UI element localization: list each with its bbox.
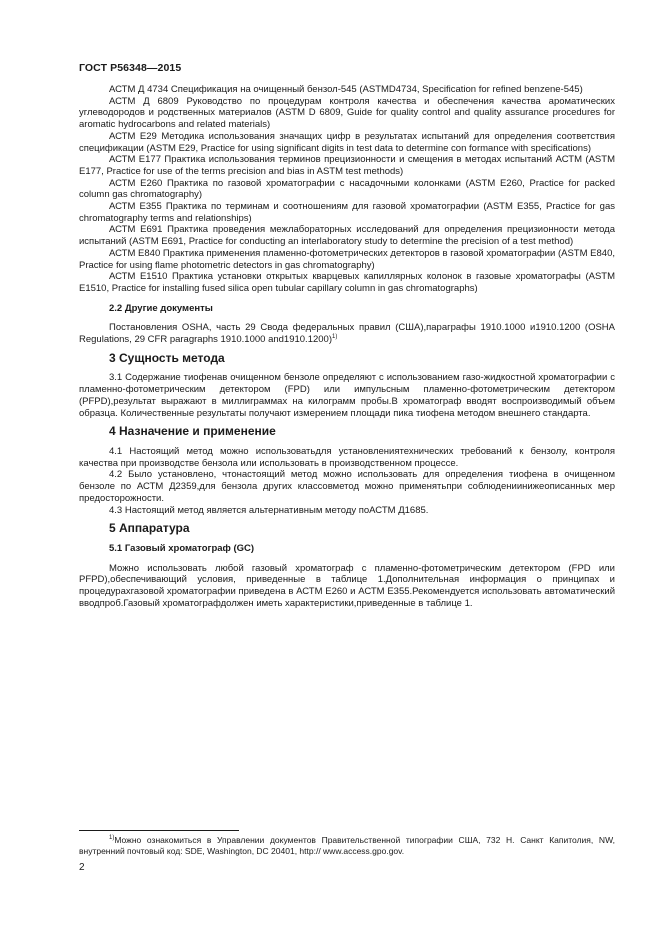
section-5-1-text: Можно использовать любой газовый хроматограф с пламенно-фотометрическим детектором (FPD или PFPD),обеспечивающий условия, приведенные в таблице 1.Дополнительная информация о принципах и процедурахгазовой хроматографии приведена в АСТМ Е260 и АСТМ Е355.Рекомендуется использовать автоматический вводпроб.Газовый хроматографдолжен иметь характеристики,приведенные в таблице 1. [79, 562, 615, 609]
section-2-2-heading: 2.2 Другие документы [109, 302, 213, 314]
reference-item: АСТМ Е355 Практика по терминам и соотношениям для газовой хроматографии (ASTM E355, Practice for gas chromatography terms and relationships) [79, 201, 615, 224]
page-number: 2 [79, 862, 85, 873]
section-5-heading: 5 Аппаратура [109, 521, 190, 536]
section-3-heading: 3 Сущность метода [109, 350, 225, 365]
footnote-marker: 1) [109, 835, 115, 842]
reference-item: АСТМ Е29 Методика использования значащих цифр в результатах испытаний для определения соответствия спецификации (ASTM E29, Practice for using significant digits in test data to determine con formance with specifications) [79, 130, 615, 154]
section-4-1-text: 4.1 Настоящий метод можно использоватьдля установлениятехнических требований к бензолу, контроля качества при производстве бензола или использовать в производственном процессе. [79, 445, 615, 469]
section-4-heading: 4 Назначение и применение [109, 424, 276, 439]
page-body [79, 84, 615, 609]
reference-item: АСТМ Е177 Практика использования терминов прецизионности и смещения в методах испытаний АСТМ (ASTM E177, Practice for use of the terms precision and bias in ASTM test methods) [79, 154, 615, 177]
section-3-text: 3.1 Содержание тиофенав очищенном бензоле определяют с использованием газо-жидкостной хроматографии с пламенно-фотометрическим детектором (FPD) или импульсным пламенно-фотометрическим детектором (PFPD),результат выражают в миллиграммах на килограмм пробы.В хроматограф вводят воспроизводимый объем образца. Количественные результаты получают измерением площади пика тиофена методом внешнего стандарта. [79, 372, 615, 419]
footnote [79, 835, 615, 857]
footnote-ref: 1) [332, 333, 338, 340]
section-2-2-body: Постановления OSHA, часть 29 Свода федеральных правил (США),параграфы 1910.1000 и1910.1200 (OSHA Regulations, 29 CFR paragraphs 1910.1000 and1910.1200) [79, 322, 615, 346]
reference-item: АСТМ Д 4734 Спецификация на очищенный бензол-545 (ASTMD4734, Specification for refined benzene-545) [109, 84, 583, 95]
section-4-3-text: 4.3 Настоящий метод является альтернативным методу поАСТМ Д1685. [109, 504, 429, 516]
reference-item: АСТМ Е691 Практика проведения межлабораторных исследований для определения прецизионности метода испытаний (ASTM E691, Practice for conducting an interlaboratory study to determine the precision of a test method) [79, 224, 615, 248]
section-4-2-text: 4.2 Было установлено, чтонастоящий метод можно использовать для определения тиофена в очищенном бензоле по АСТМ Д2359,для бензола других классовметод можно применятьпри соблюдениинижеописанных мер предосторожности. [79, 469, 615, 504]
document-header: ГОСТ Р56348—2015 [79, 62, 182, 74]
footnote-divider [79, 830, 239, 831]
section-5-1-heading: 5.1 Газовый хроматограф (GC) [109, 542, 255, 554]
footnote-text: Можно ознакомиться в Управлении документов Правительственной типографии США, 732 Н. Санкт Капитолия, NW, внутренний почтовый код: SDE, Washington, DC 20401, http:// www.access.gpo.gov. [79, 835, 615, 856]
reference-item: АСТМ Д 6809 Руководство по процедурам контроля качества и обеспечения качества ароматических углеводородов и родственных материалов (ASTM D 6809, Guide for quality control and quality assurance procedures for aromatic hydrocarbons and related materials) [79, 95, 615, 131]
reference-item: АСТМ Е840 Практика применения пламенно-фотометрических детекторов в газовой хроматографии (ASTM E840, Practice for using flame photometric detectors in gas chromatography) [79, 247, 615, 271]
reference-item: АСТМ Е260 Практика по газовой хроматографии с насадочными колонками (ASTM E260, Practice for packed column gas chromatography) [79, 177, 615, 201]
section-2-2-text [79, 322, 615, 345]
reference-item: АСТМ Е1510 Практика установки открытых кварцевых капиллярных колонок в газовые хроматографы (ASTM E1510, Practice for installing fused silica open tubular capillary column in gas chromatographs) [79, 271, 615, 294]
